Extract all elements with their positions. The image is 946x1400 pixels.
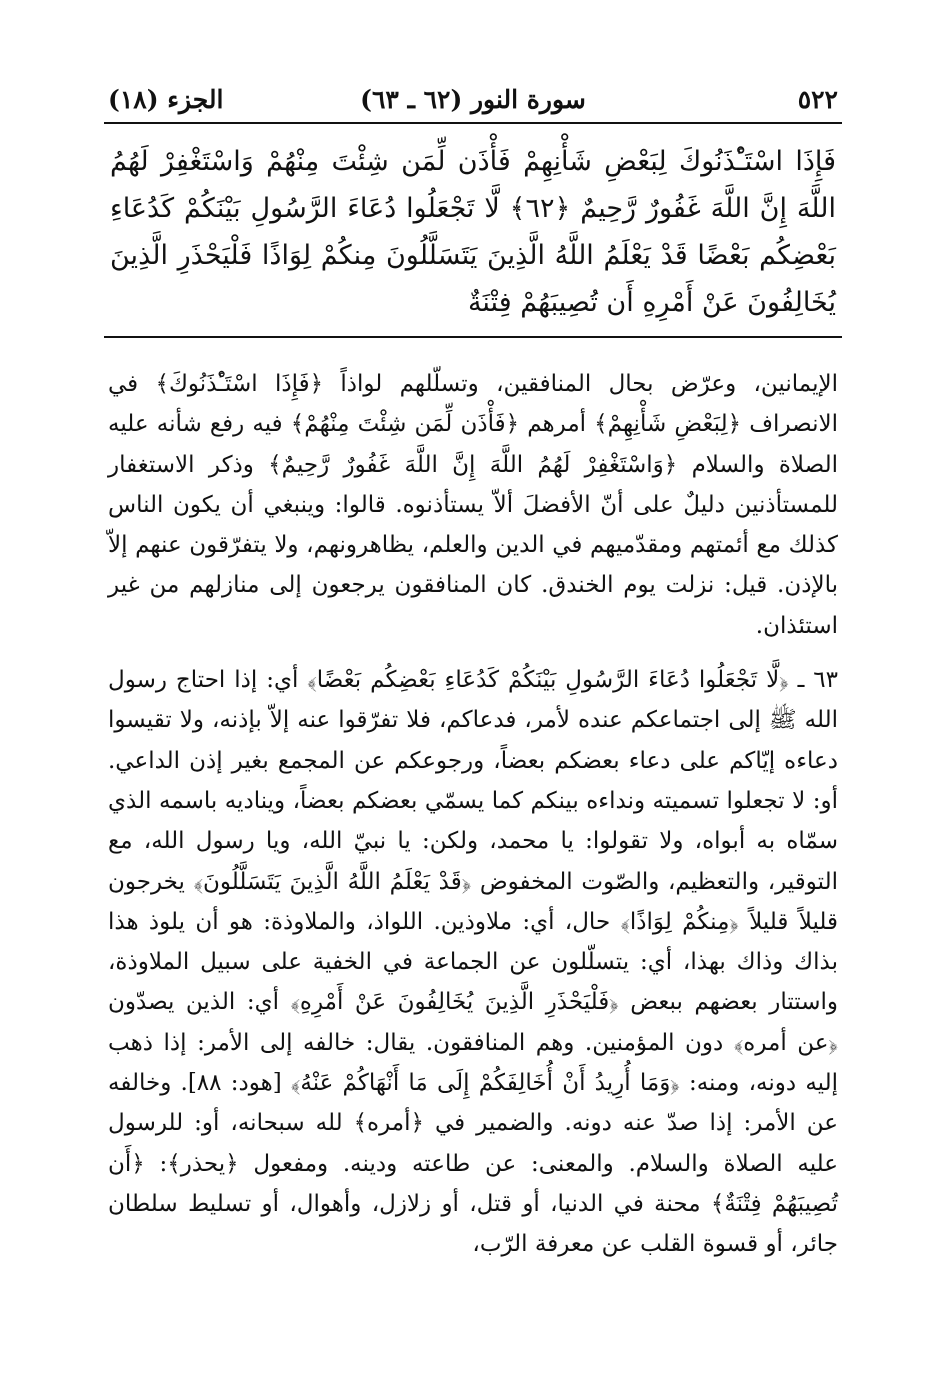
commentary-paragraph: ٦٣ ـ ﴿لَّا تَجْعَلُوا دُعَاءَ الرَّسُولِ بَيْنَكُمْ كَدُعَاءِ بَعْضِكُم بَعْضًا﴾ أي: إذا احتاج رسول الله ﷺ إلى اجتماعكم عنده لأمر، فدعاكم، فلا تفرّقوا عنه إلاّ بإذنه، ولا تقيسوا دعاءه إيّاكم على دعاء بعضكم بعضاً، ورجوعكم عن المجمع بغير إذن الداعي. أو: لا تجعلوا تسميته ونداءه بينكم كما يسمّي بعضكم بعضاً، ويناديه باسمه الذي سمّاه به أبواه، ولا تقولوا: يا محمد، ولكن: يا نبيّ الله، ويا رسول الله، مع التوقير، والتعظيم، والصّوت المخفوض ﴿قَدْ يَعْلَمُ اللَّهُ الَّذِينَ يَتَسَلَّلُونَ﴾ يخرجون قليلاً قليلاً ﴿مِنكُمْ لِوَاذًا﴾ حال، أي: ملاوذين. اللواذ، والملاوذة: هو أن يلوذ هذا بذاك وذاك بهذا، أي: يتسلّلون عن الجماعة في الخفية على سبيل الملاوذة، واستتار بعضهم ببعض ﴿فَلْيَحْذَرِ الَّذِينَ يُخَالِفُونَ عَنْ أَمْرِهِ﴾ أي: الذين يصدّون ﴿عن أمره﴾ دون المؤمنين. وهم المنافقون. يقال: خالفه إلى الأمر: إذا ذهب إليه دونه، ومنه: ﴿وَمَا أُرِيدُ أَنْ أُخَالِفَكُمْ إِلَى مَا أَنْهَاكُمْ عَنْهُ﴾ [هود: ٨٨]. وخالفه عن الأمر: إذا صدّ عنه دونه. والضمير في ﴿أمره﴾ لله سبحانه، أو: للرسول عليه الصلاة والسلام. والمعنى: عن طاعته ودينه. ومفعول ﴿يحذر﴾: ﴿أَن تُصِيبَهُمْ فِتْنَةٌ﴾ محنة في الدنيا، أو قتل، أو زلازل، وأهوال، أو تسليط سلطان جائر، أو قسوة القلب عن معرفة الرّب، bbox=[108, 667, 838, 1258]
book-page bbox=[104, 78, 842, 1265]
section-divider bbox=[104, 336, 842, 338]
page-header bbox=[104, 78, 842, 124]
commentary-paragraph: الإيمانين، وعرّض بحال المنافقين، وتسلّلهم لواذاً ﴿فَإِذَا اسْتَـْٔذَنُوكَ﴾ في الانصراف ﴿لِبَعْضِ شَأْنِهِمْ﴾ أمرهم ﴿فَأْذَن لِّمَن شِئْتَ مِنْهُمْ﴾ فيه رفع شأنه عليه الصلاة والسلام ﴿وَاسْتَغْفِرْ لَهُمُ اللَّهَ إِنَّ اللَّهَ غَفُورٌ رَّحِيمٌ﴾ وذكر الاستغفار للمستأذنين دليلٌ على أنّ الأفضلَ ألاّ يستأذنوه. قالوا: وينبغي أن يكون الناس كذلك مع أئمتهم ومقدّميهم في الدين والعلم، يظاهرونهم، ولا يتفرّقون عنهم إلاّ بالإذن. قيل: نزلت يوم الخندق. كان المنافقون يرجعون إلى منازلهم من غير استئذان. bbox=[108, 371, 838, 639]
page-number: ٥٢٢ bbox=[797, 85, 838, 114]
commentary-section bbox=[104, 364, 842, 1265]
juz-label: الجزء (١٨) bbox=[108, 85, 224, 114]
quran-verses: فَإِذَا اسْتَـْٔذَنُوكَ لِبَعْضِ شَأْنِهِمْ فَأْذَن لِّمَن شِئْتَ مِنْهُمْ وَاسْتَغْفِرْ لَهُمُ اللَّهَ إِنَّ اللَّهَ غَفُورٌ رَّحِيمٌ ﴿٦٢﴾ لَّا تَجْعَلُوا دُعَاءَ الرَّسُولِ بَيْنَكُمْ كَدُعَاءِ بَعْضِكُم بَعْضًا قَدْ يَعْلَمُ اللَّهُ الَّذِينَ يَتَسَلَّلُونَ مِنكُمْ لِوَاذًا فَلْيَحْذَرِ الَّذِينَ يُخَالِفُونَ عَنْ أَمْرِهِ أَن تُصِيبَهُمْ فِتْنَةٌ bbox=[110, 146, 836, 318]
surah-title: سورة النور (٦٢ ـ ٦٣) bbox=[360, 85, 586, 114]
